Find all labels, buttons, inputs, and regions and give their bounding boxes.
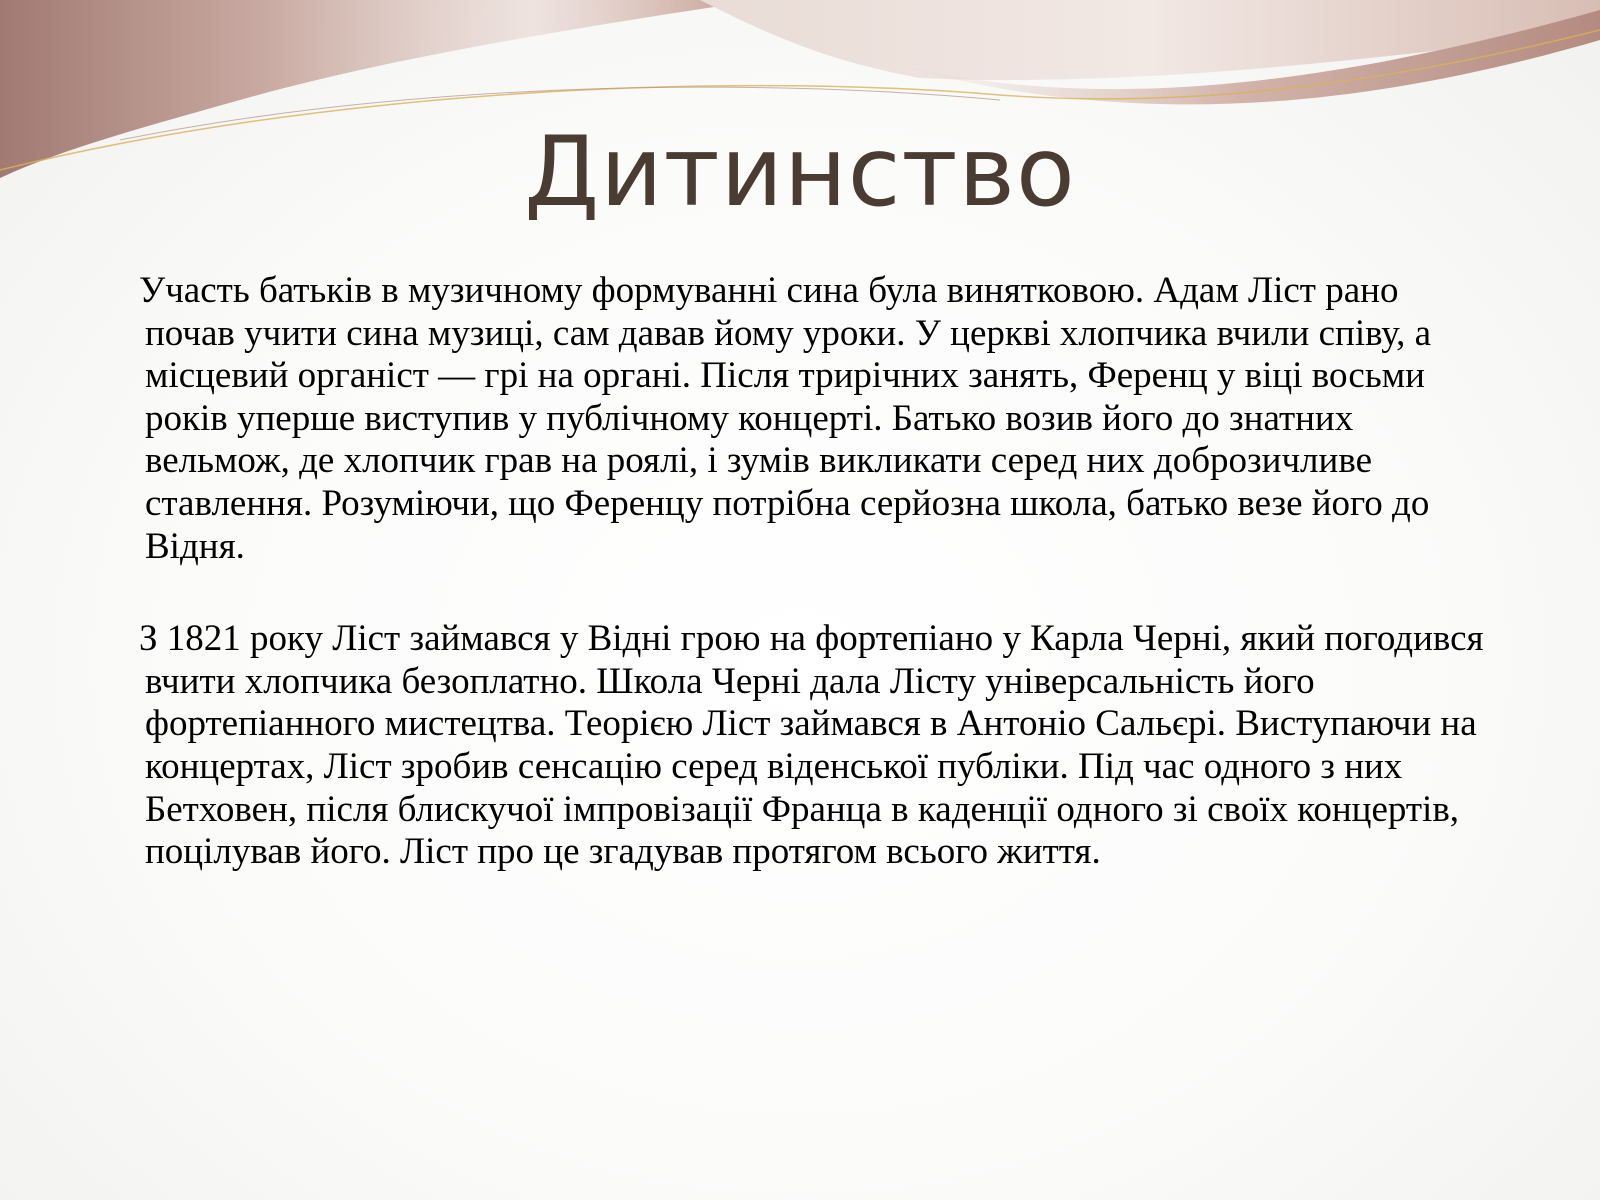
slide-title: Дитинство — [524, 116, 1076, 228]
paragraph-childhood-training: Участь батьків в музичному формуванні сина була винятковою. Адам Ліст рано почав учити сина музиці, сам давав йому уроки. У церкві хлопчика вчили співу, а місцевий органіст — грі на органі. Після трирічних занять, Ференц у віці восьми років уперше виступив у публічному концерті. Батько возив його до знатних вельмож, де хлопчик грав на роялі, і зумів викликати серед них доброзичливе ставлення. Розуміючи, що Ференцу потрібна серйозна школа, батько везе його до Відня. — [139, 270, 1432, 567]
slide-body — [139, 270, 1485, 874]
paragraph-vienna-studies: З 1821 року Ліст займався у Відні грою на фортепіано у Карла Черні, який погодився вчити хлопчика безоплатно. Школа Черні дала Лісту універсальність його фортепіанного мистецтва. Теорією Ліст займався в Антоніо Сальєрі. Виступаючи на концертах, Ліст зробив сенсацію серед віденської публіки. Під час одного з них Бетховен, після блискучої імпровізації Франца в каденції одного зі своїх концертів, поцілував його. Ліст про це згадував протягом всього життя. — [139, 618, 1484, 873]
